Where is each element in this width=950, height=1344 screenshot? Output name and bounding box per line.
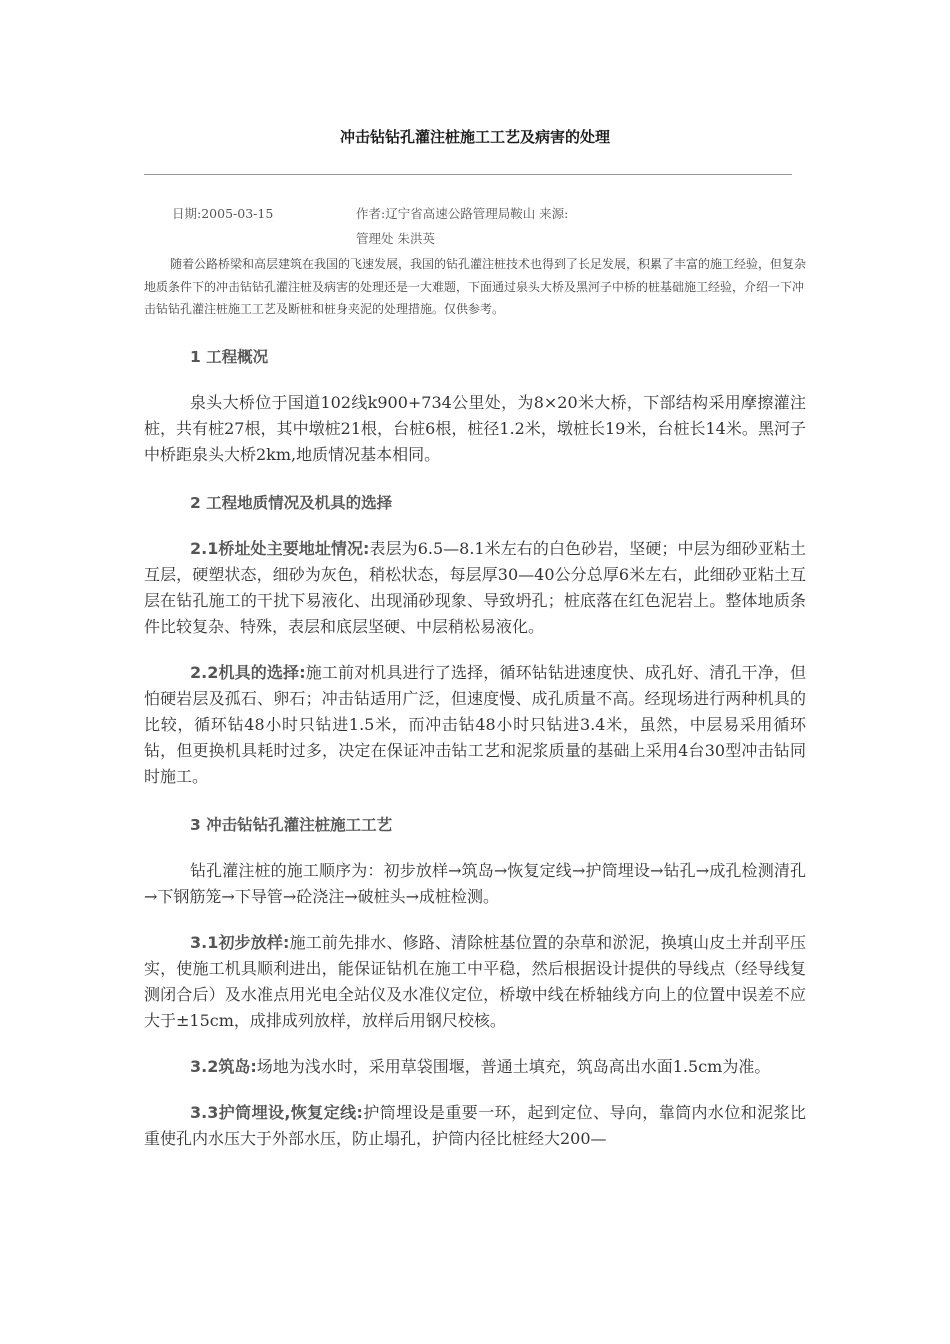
section-3-2-text: 场地为浅水时，采用草袋围堰，普通土填充，筑岛高出水面1.5cm为准。 [256, 1057, 771, 1076]
section-3-2-lead: 3.2筑岛: [190, 1057, 257, 1076]
section-2-1-text: 表层为6.5—8.1米左右的白色砂岩，坚硬；中层为细砂亚粘土互层，硬塑状态，细砂为灰色，稍松状态，每层厚30—40公分总厚6米左右，此细砂亚粘土互层在钻孔施工的干扰下易液化、出现涌砂现象、导致坍孔；桩底落在红色泥岩上。整体地质条件比较复杂、特殊，表层和底层坚硬、中层稍松易液化。 [144, 539, 806, 636]
article-body [144, 342, 806, 1152]
section-3-1-lead: 3.1初步放样: [190, 933, 290, 952]
article-date: 日期:2005-03-15 [172, 206, 274, 221]
section-3-3-text: 护筒埋设是重要一环，起到定位、导向，靠筒内水位和泥浆比重使孔内水压大于外部水压，防止塌孔，护筒内径比桩经大200— [144, 1103, 806, 1148]
section-heading-3: 3 冲击钻钻孔灌注桩施工工艺 [190, 816, 393, 834]
section-3-sequence-paragraph: 钻孔灌注桩的施工顺序为：初步放样→筑岛→恢复定线→护筒埋设→钻孔→成孔检测清孔→下钢筋笼→下导管→砼浇注→破桩头→成桩检测。 [144, 861, 806, 906]
section-2-2-text: 施工前对机具进行了选择，循环钻钻进速度快、成孔好、清孔干净，但怕硬岩层及孤石、卵石；冲击钻适用广泛，但速度慢、成孔质量不高。经现场进行两种机具的比较，循环钻48小时只钻进1.5米，而冲击钻48小时只钻进3.4米，虽然，中层易采用循环钻，但更换机具耗时过多，决定在保证冲击钻工艺和泥浆质量的基础上采用4台30型冲击钻同时施工。 [144, 663, 806, 786]
section-1-paragraph: 泉头大桥位于国道102线k900+734公里处，为8×20米大桥，下部结构采用摩擦灌注桩，共有桩27根，其中墩桩21根，台桩6根，桩径1.2米，墩桩长19米，台桩长14米。黑河子中桥距泉头大桥2km,地质情况基本相同。 [144, 393, 806, 464]
section-3-1-paragraph [144, 930, 806, 1034]
article-title: 冲击钻钻孔灌注桩施工工艺及病害的处理 [339, 128, 610, 146]
article-author-line2: 管理处 朱洪英 [356, 231, 435, 246]
section-2-1-paragraph [144, 536, 806, 640]
article-author-line1: 作者:辽宁省高速公路管理局鞍山 来源: [356, 206, 569, 221]
section-2-2-paragraph [144, 660, 806, 790]
section-heading-1: 1 工程概况 [190, 348, 269, 366]
article-intro: 随着公路桥梁和高层建筑在我国的飞速发展，我国的钻孔灌注桩技术也得到了长足发展，积累了丰富的施工经验，但复杂地质条件下的冲击钻钻孔灌注桩及病害的处理还是一大难题，下面通过泉头大桥及黑河子中桥的桩基础施工经验，介绍一下冲击钻钻孔灌注桩施工工艺及断桩和桩身夹泥的处理措施。仅供参考。 [144, 257, 807, 316]
section-heading-2: 2 工程地质情况及机具的选择 [190, 494, 393, 512]
section-2-1-lead: 2.1桥址处主要地址情况: [190, 539, 370, 558]
title-divider [144, 174, 792, 175]
section-3-2-paragraph [144, 1054, 806, 1080]
section-3-1-text: 施工前先排水、修路、清除桩基位置的杂草和淤泥，换填山皮土并刮平压实，使施工机具顺利进出，能保证钻机在施工中平稳，然后根据设计提供的导线点（经导线复测闭合后）及水准点用光电全站仪及水准仪定位，桥墩中线在桥轴线方向上的位置中误差不应大于±15cm，成排成列放样，放样后用钢尺校核。 [144, 933, 806, 1030]
section-2-2-lead: 2.2机具的选择: [190, 663, 306, 682]
section-3-3-lead: 3.3护筒埋设,恢复定线: [190, 1103, 363, 1122]
section-3-3-paragraph [144, 1100, 806, 1152]
